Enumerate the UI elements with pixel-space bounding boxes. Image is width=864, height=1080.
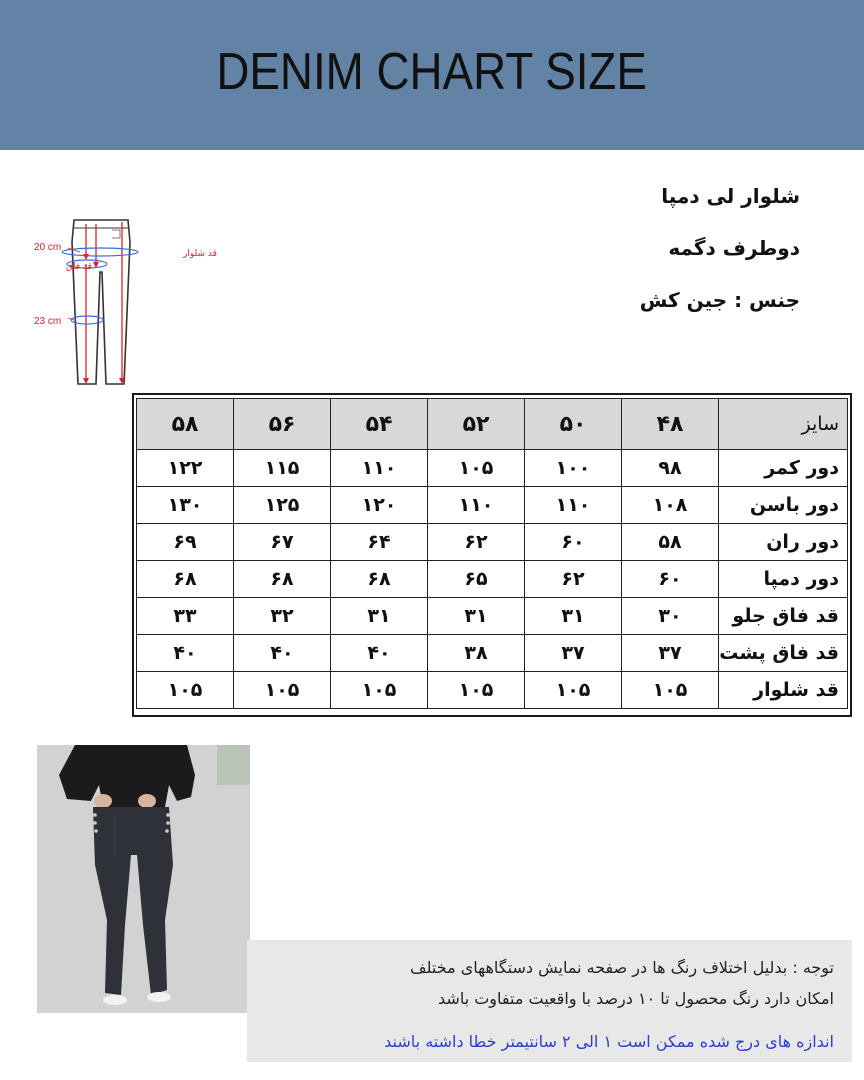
table-cell: ۱۰۵ [622, 672, 719, 709]
product-name: شلوار لی دمپا [661, 184, 800, 208]
diagram-label-length: قد شلوار [183, 249, 217, 259]
header-size-label: سایز [719, 399, 848, 450]
table-cell: ۳۱ [428, 598, 525, 635]
table-cell: ۶۵ [428, 561, 525, 598]
table-row [137, 598, 848, 635]
table-cell: ۱۰۵ [428, 672, 525, 709]
size-header-cell: ۵۰ [525, 399, 622, 450]
table-row [137, 635, 848, 672]
table-cell: ۱۰۰ [525, 450, 622, 487]
table-cell: ۴۰ [234, 635, 331, 672]
product-material: جنس : جین کش [639, 288, 800, 312]
table-cell: ۶۸ [234, 561, 331, 598]
product-info [500, 178, 800, 334]
table-cell: ۶۰ [525, 524, 622, 561]
table-cell: ۶۲ [525, 561, 622, 598]
table-cell: ۳۲ [234, 598, 331, 635]
table-cell: ۱۰۵ [525, 672, 622, 709]
header-banner [0, 0, 864, 150]
table-cell: ۱۰۵ [428, 450, 525, 487]
table-row [137, 672, 848, 709]
table-cell: ۴۰ [331, 635, 428, 672]
note-line-2: امکان دارد رنگ محصول تا ۱۰ درصد با واقعیت متفاوت باشد [438, 989, 834, 1008]
row-label: قد شلوار [719, 672, 848, 709]
table-cell: ۱۰۸ [622, 487, 719, 524]
table-cell: ۱۱۰ [331, 450, 428, 487]
table-cell: ۱۰۵ [331, 672, 428, 709]
diagram-label-20cm: 20 cm [34, 242, 62, 253]
size-table-frame [132, 393, 852, 717]
size-header-cell: ۵۴ [331, 399, 428, 450]
table-cell: ۱۳۰ [137, 487, 234, 524]
table-cell: ۱۰۵ [234, 672, 331, 709]
row-label: قد فاق پشت [719, 635, 848, 672]
size-header-cell: ۴۸ [622, 399, 719, 450]
table-cell: ۶۸ [137, 561, 234, 598]
diagram-label-23cm: 23 cm [34, 316, 62, 327]
table-cell: ۱۰۵ [137, 672, 234, 709]
table-cell: ۳۱ [525, 598, 622, 635]
table-cell: ۶۲ [428, 524, 525, 561]
table-row [137, 561, 848, 598]
note-line-3: اندازه های درج شده ممکن است ۱ الی ۲ سانتیمتر خطا داشته باشند [384, 1032, 834, 1051]
table-cell: ۳۷ [622, 635, 719, 672]
row-label: قد فاق جلو [719, 598, 848, 635]
model-photo [37, 745, 250, 1013]
row-label: دور ران [719, 524, 848, 561]
table-row [137, 450, 848, 487]
table-cell: ۱۱۰ [428, 487, 525, 524]
size-header-cell: ۵۶ [234, 399, 331, 450]
row-label: دور باسن [719, 487, 848, 524]
table-row [137, 524, 848, 561]
table-cell: ۱۲۰ [331, 487, 428, 524]
pants-measurement-diagram [20, 212, 217, 392]
table-row [137, 487, 848, 524]
size-header-cell: ۵۸ [137, 399, 234, 450]
table-cell: ۳۱ [331, 598, 428, 635]
table-cell: ۶۰ [622, 561, 719, 598]
table-header-row [137, 399, 848, 450]
table-cell: ۹۸ [622, 450, 719, 487]
table-cell: ۶۸ [331, 561, 428, 598]
disclaimer-note [247, 940, 852, 1062]
diagram-label-crotch: قد فاق [66, 262, 92, 272]
table-cell: ۱۱۰ [525, 487, 622, 524]
page-title: DENIM CHART SIZE [216, 43, 648, 101]
table-cell: ۶۴ [331, 524, 428, 561]
table-cell: ۳۷ [525, 635, 622, 672]
product-feature: دوطرف دگمه [668, 236, 800, 260]
row-label: دور دمپا [719, 561, 848, 598]
table-cell: ۱۲۲ [137, 450, 234, 487]
table-cell: ۳۸ [428, 635, 525, 672]
model-figure-icon [37, 745, 250, 1013]
size-header-cell: ۵۲ [428, 399, 525, 450]
row-label: دور کمر [719, 450, 848, 487]
table-cell: ۱۲۵ [234, 487, 331, 524]
table-cell: ۱۱۵ [234, 450, 331, 487]
table-cell: ۶۷ [234, 524, 331, 561]
note-line-1: توجه : بدلیل اختلاف رنگ ها در صفحه نمایش دستگاههای مختلف [410, 958, 834, 977]
table-cell: ۵۸ [622, 524, 719, 561]
pants-outline-icon [20, 212, 217, 392]
table-cell: ۳۰ [622, 598, 719, 635]
table-cell: ۳۳ [137, 598, 234, 635]
table-cell: ۶۹ [137, 524, 234, 561]
table-cell: ۴۰ [137, 635, 234, 672]
size-table [136, 398, 848, 709]
